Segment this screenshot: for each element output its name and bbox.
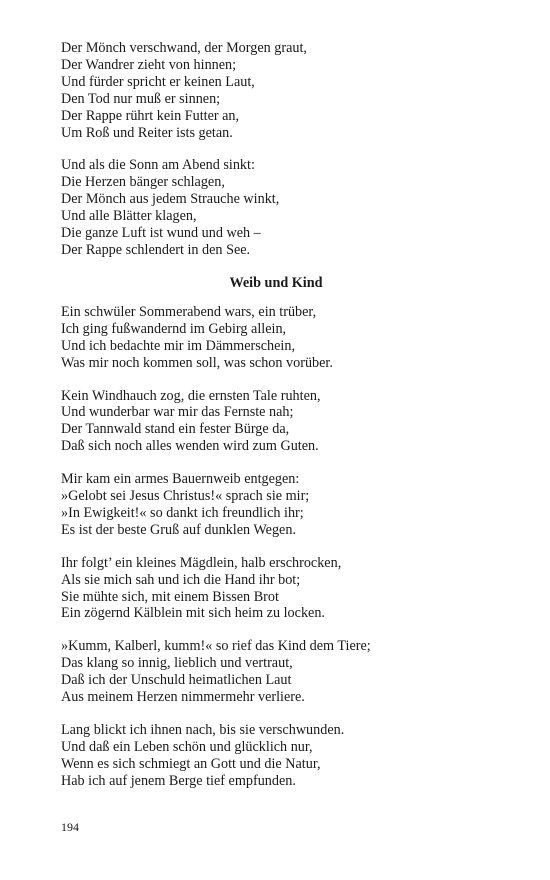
verse-line: Und wunderbar war mir das Fernste nah; [61,404,294,421]
verse-line: Aus meinem Herzen nimmermehr verliere. [61,689,305,706]
verse-line: Ihr folgt’ ein kleines Mägdlein, halb erschrocken, [61,554,342,571]
verse-line: »Gelobt sei Jesus Christus!« sprach sie mir; [61,488,310,505]
verse-line: Und fürder spricht er keinen Laut, [61,73,255,90]
verse-line: Daß ich der Unschuld heimatlichen Laut [61,672,292,689]
verse-line: Die ganze Luft ist wund und weh – [61,225,261,242]
verse-line: Um Roß und Reiter ists getan. [61,124,233,141]
stanza [61,471,491,539]
verse-line: Was mir noch kommen soll, was schon vorüber. [61,354,333,371]
stanza [61,157,491,258]
verse-line: »Kumm, Kalberl, kumm!« so rief das Kind dem Tiere; [61,638,371,655]
verse-line: Die Herzen bänger schlagen, [61,174,225,191]
page-number: 194 [61,820,79,834]
verse-line: Als sie mich sah und ich die Hand ihr bot; [61,571,301,588]
stanza [61,722,491,790]
verse-line: Mir kam ein armes Bauernweib entgegen: [61,471,300,488]
verse-line: Es ist der beste Gruß auf dunklen Wegen. [61,521,296,538]
verse-line: Und alle Blätter klagen, [61,208,197,225]
verse-line: Der Mönch verschwand, der Morgen graut, [61,40,307,56]
verse-line: Sie mühte sich, mit einem Bissen Brot [61,588,279,605]
verse-line: Kein Windhauch zog, die ernsten Tale ruhten, [61,387,321,404]
stanza [61,40,491,141]
verse-line: Lang blickt ich ihnen nach, bis sie verschwunden. [61,722,345,738]
verse-line: Der Rappe rührt kein Futter an, [61,107,240,124]
stanza [61,388,491,456]
verse-line: Der Tannwald stand ein fester Bürge da, [61,421,290,438]
stanza [61,304,491,372]
verse-line: Ein schwüler Sommerabend wars, ein trüber, [61,303,317,320]
verse-line: Der Rappe schlendert in den See. [61,241,251,258]
verse-line: Der Mönch aus jedem Strauche winkt, [61,191,280,208]
verse-line: Der Wandrer zieht von hinnen; [61,56,237,73]
verse-line: Hab ich auf jenem Berge tief empfunden. [61,772,296,789]
verse-line: Und als die Sonn am Abend sinkt: [61,157,255,174]
verse-line: »In Ewigkeit!« so dankt ich freundlich ihr; [61,504,304,521]
verse-line: Und ich bedachte mir im Dämmerschein, [61,337,296,354]
verse-line: Das klang so innig, lieblich und vertraut, [61,655,293,672]
poem-title: Weib und Kind [229,274,323,291]
verse-line: Ein zögernd Kälblein mit sich heim zu locken. [61,605,325,622]
verse-line: Ich ging fußwandernd im Gebirg allein, [61,320,287,337]
verse-line: Den Tod nur muß er sinnen; [61,90,221,107]
verse-line: Daß sich noch alles wenden wird zum Guten. [61,438,319,455]
stanza [61,638,491,706]
verse-line: Wenn es sich schmiegt an Gott und die Natur, [61,755,321,772]
page-body [61,40,491,790]
stanza [61,555,491,623]
verse-line: Und daß ein Leben schön und glücklich nur, [61,738,313,755]
